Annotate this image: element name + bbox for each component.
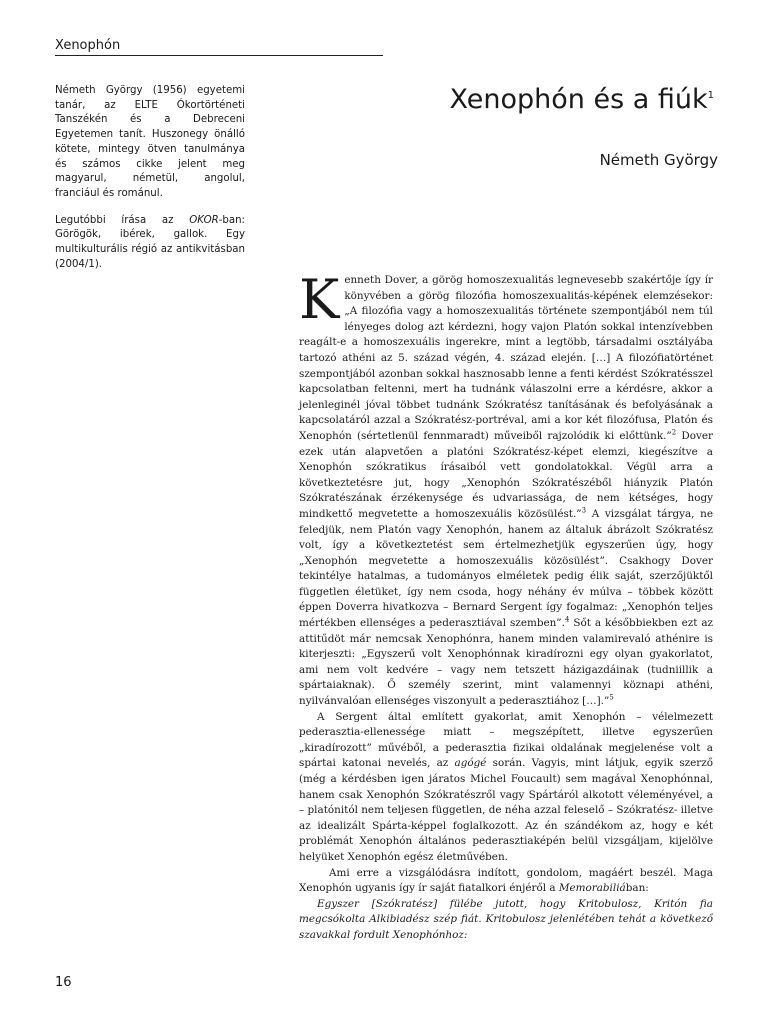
para3-text-b: ban:: [625, 882, 649, 895]
para3-text-a: Ami erre a vizsgálódásra indított, gondolom, magáért beszél. Maga Xenophón ugyanis így ír saját fiatalkori énjéről a: [299, 866, 713, 895]
article-author: Németh György: [599, 151, 718, 169]
latest-article: [55, 214, 245, 273]
latest-prefix: Legutóbbi írása az: [55, 214, 190, 226]
author-bio-sidebar: [55, 84, 245, 284]
footnote-mark-5: 5: [609, 693, 614, 702]
drop-cap: K: [299, 268, 340, 331]
footnote-mark-2: 2: [671, 428, 677, 437]
term-agoge: agógé: [454, 757, 487, 770]
footnote-mark-3: 3: [581, 506, 587, 515]
paragraph-1: [299, 268, 714, 710]
title-footnote-mark: 1: [707, 90, 714, 101]
para1-text-b: Dover ezek után alapvetően a platóni Szókratész-képet elemzi, kiegészítve a Xenophón szókratikus írásaiból vett gondolatokkal. Végül arra a következtetésre jut, hogy „Xenophón Szókratészéből hiányzik Platón Szókratészának érzékenysége és udvariassága, de nem kétséges, hogy mindkettő megvetette a homoszexuális közösülést.”: [299, 429, 713, 520]
author-bio: Németh György (1956) egyetemi tanár, az ELTE Ókortörténeti Tanszékén és a Debreceni Egyetemen tanít. Huszonegy önálló kötete, mintegy ötven tanulmánya és számos cikke jelent meg magyarul, németül, angolul, franciául és románul.: [55, 85, 245, 199]
footnote-mark-4: 4: [564, 615, 570, 624]
page-number: 16: [55, 975, 72, 990]
para2-text-b: során. Vagyis, mint látjuk, egyik szerző (még a kérdésben igen járatos Michel Foucault) sem magával Xenophónnal, hanem csak Xenophón Szókratészről vagy Spártáról alkotott véleményével, a – platónitól nem teljesen független, de néha azzal feleselő – Szókratész- illetve az idealizált Spárta-képpel foglalkozott. Az én szándékom az, hogy e két problémát Xenophón általános pederasztiaképén belül vizsgáljam, kijelölve helyüket Xenophón egész életművében.: [299, 757, 714, 863]
para2-text-a: A Sergent által említett gyakorlat, amit Xenophón – vélelmezett pederasztia-ellenessége miatt – megszépített, illetve egyszerűen „kiradírozott” művéből, a pederasztia fizikai oldalának megjelenése volt a spártai katonai nevelés, az: [299, 710, 713, 770]
article-body: [299, 268, 714, 944]
para1-text-a: enneth Dover, a görög homoszexualitás legnevesebb szakértője így ír könyvében a görög filozófia homoszexualitás-képének elemzésekor: „A filozófia vagy a homoszexualitás története szempontjából nem túl lényeges dolog azt kérdezni, hogy vajon Platón sokkal intenzívebben reagált-e a homoszexuális ingerekre, mint a legtöbb, társadalmi osztályába tartozó athéni az 5. század végén, 4. század elején. […] A filozófiatörténet szempontjából azonban sokkal hasznosabb lenne a fenti kérdést Szókratésszel kapcsolatban feltenni, mert ha tudnánk válaszolni erre a kérdésre, akkor a jelenleginél jóval többet tudnánk Szókratész tanításának és befolyásának a kapcsolatáról azzal a Szókratész-portréval, ami a kor két filozófusa, Platón és Xenophón (sértetlenül fennmaradt) műveiből rajzolódik ki előttünk.”: [299, 274, 713, 442]
article-title: [449, 80, 714, 116]
latest-suffix: -ban: Görögök, ibérek, gallok. Egy multikulturális régió az antikvitásban (2004/1).: [55, 214, 245, 270]
work-title-memorabilia: Memorabiliá: [558, 882, 626, 895]
journal-name: OKOR: [189, 214, 219, 226]
quotation: Egyszer [Szókratész] fülébe jutott, hogy Kritobulosz, Kritón fia megcsókolta Alkibiadész szép fiát. Kritobulosz jelenlétében tehát a következő szavakkal fordult Xenophónhoz:: [299, 897, 713, 941]
paragraph-3: [299, 866, 713, 897]
running-head: Xenophón: [55, 38, 383, 56]
para1-text-c: A vizsgálat tárgya, ne feledjük, nem Platón vagy Xenophón, hanem az általuk ábrázolt Szókratész volt, így a következtetést sem értelmezhetjük egyszerűen úgy, hogy „Xenophón megvetette a homoszexuális közösülést”. Csakhogy Dover tekintélye hatalmas, a tudományos elméletek pedig élik saját, szerzőjüktől független életüket, így nem csoda, hogy néhány év múlva – többek között éppen Doverra hivatkozva – Bernard Sergent így fogalmaz: „Xenophón teljes mértékben ellenséges a pederasztiával szemben”.: [299, 507, 713, 630]
para1-text-d: Sőt a későbbiekben ezt az attitűdöt már nemcsak Xenophónra, hanem minden valamirevaló athénire is kiterjeszti: „Egyszerű volt Xenophónnak kiradírozni egy olyan gyakorlatot, ami nem volt kedvére – vagy nem tetszett házigazdáinak (tudniillik a spártaiaknak). Ő személy szerint, mint valamennyi köznapi athéni, nyilvánvalóan ellenséges viszonyult a pederasztiához […].”: [299, 617, 714, 708]
title-text: Xenophón és a fiúk: [449, 84, 708, 115]
paragraph-2: [299, 710, 713, 866]
